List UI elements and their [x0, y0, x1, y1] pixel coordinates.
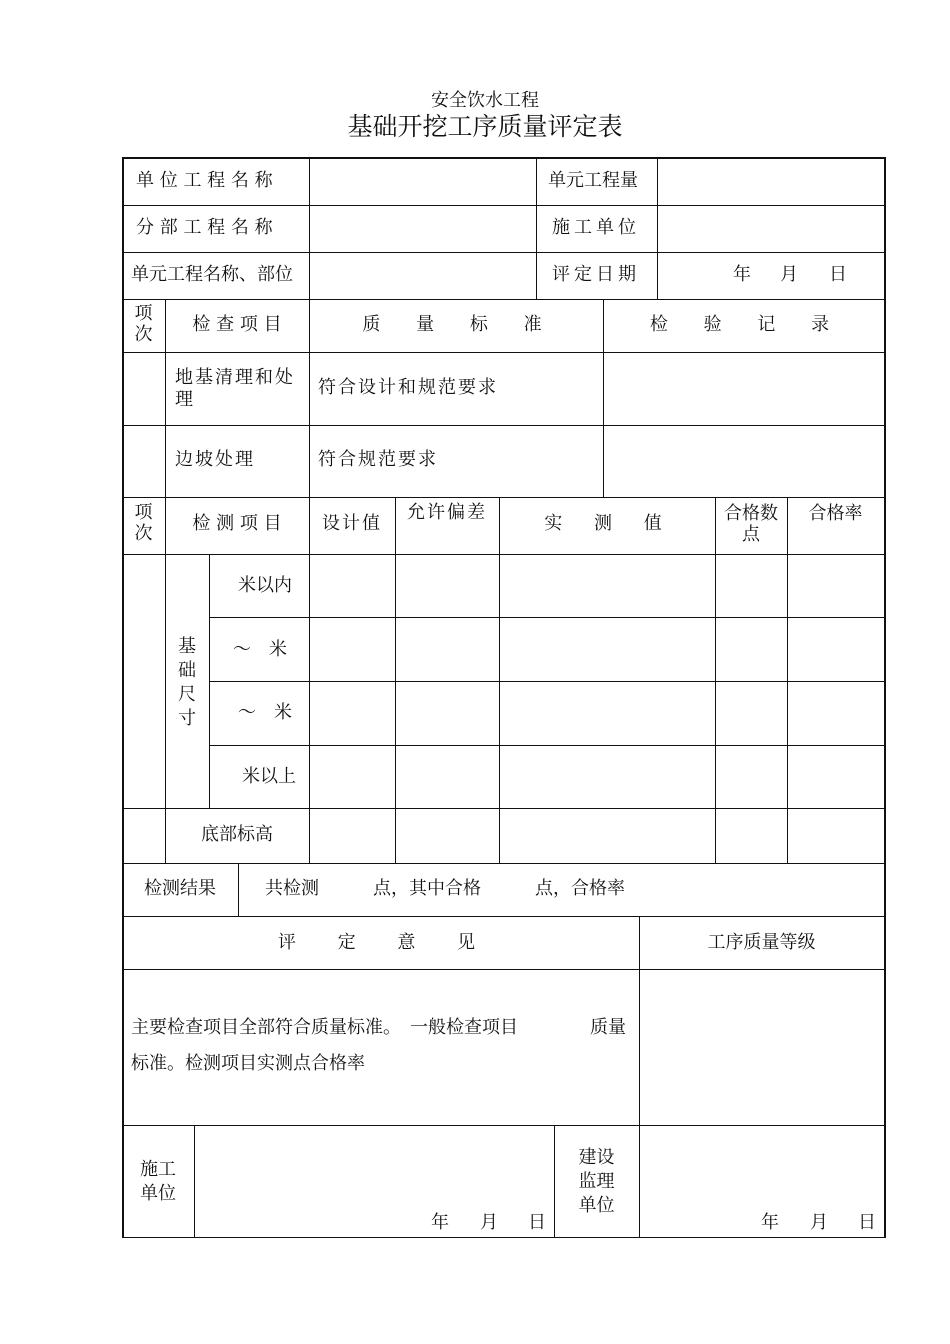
unit-project-name-label: 单 位 工 程 名 称 [136, 170, 273, 191]
sign-construction-unit-line2: 单位 [140, 1183, 176, 1204]
measure-no-line1: 项 [134, 502, 153, 523]
qualified-points-header-line2: 点 [742, 524, 760, 545]
foundation-row-above: 米以上 [242, 766, 296, 787]
sign-construction-day: 日 [528, 1212, 546, 1233]
opinion-text-line1: 主要检查项目全部符合质量标准。 一般检查项目 质量 [131, 1017, 626, 1038]
eval-date-label: 评定日期 [552, 264, 640, 285]
inspect-item-header: 检 查 项 目 [192, 314, 282, 335]
tolerance-header: 允许偏差 [407, 502, 487, 523]
division-name-label: 分 部 工 程 名 称 [136, 217, 273, 238]
inspect-standard-foundation-clearing: 符合设计和规范要求 [318, 377, 498, 398]
inspect-standard-slope: 符合规范要求 [318, 449, 438, 470]
foundation-group-char-4: 寸 [178, 708, 196, 729]
inspect-item-foundation-clearing: 地基清理和处理 [175, 367, 295, 410]
quality-grade-header: 工序质量等级 [707, 932, 816, 953]
foundation-row-range-2: ～ 米 [238, 702, 292, 723]
measure-no-line2: 次 [134, 523, 153, 544]
inspect-item-slope: 边坡处理 [175, 449, 255, 470]
sign-supervision-month: 月 [810, 1212, 828, 1233]
inspection-record-header: 检 验 记 录 [649, 314, 838, 335]
sign-construction-year: 年 [431, 1212, 449, 1233]
actual-value-header: 实 测 值 [544, 513, 670, 534]
foundation-group-char-3: 尺 [178, 684, 196, 705]
eval-date-day: 日 [829, 264, 847, 285]
sign-construction-unit-line1: 施工 [140, 1159, 176, 1180]
unit-project-part-label: 单元工程名称、部位 [131, 264, 293, 285]
measure-item-header: 检 测 项 目 [192, 513, 282, 534]
foundation-group-char-2: 础 [178, 660, 196, 681]
foundation-group-char-1: 基 [178, 636, 196, 657]
design-value-header: 设计值 [322, 513, 382, 534]
qualified-rate-header: 合格率 [808, 503, 863, 524]
eval-date-year: 年 [733, 264, 751, 285]
inspect-no-line1: 项 [134, 303, 153, 324]
qualified-points-header-line1: 合格数 [724, 503, 778, 524]
sign-construction-month: 月 [480, 1212, 498, 1233]
eval-date-month: 月 [780, 264, 798, 285]
inspect-no-line2: 次 [134, 324, 153, 345]
sign-supervision-year: 年 [761, 1212, 779, 1233]
foundation-row-range-1: ～ 米 [233, 639, 287, 660]
quality-standard-header: 质 量 标 准 [362, 314, 550, 335]
form-subtitle: 安全饮水工程 [431, 90, 539, 111]
result-label: 检测结果 [144, 878, 216, 899]
opinion-header: 评 定 意 见 [277, 932, 484, 953]
sign-supervision-line1: 建设 [578, 1147, 615, 1168]
sign-supervision-line2: 监理 [578, 1171, 615, 1192]
result-text: 共检测 点，其中合格 点，合格率 [265, 878, 625, 899]
opinion-text-line2: 标准。检测项目实测点合格率 [131, 1053, 365, 1074]
unit-volume-label: 单元工程量 [548, 170, 638, 191]
construction-unit-label: 施工单位 [552, 217, 640, 238]
bottom-elevation-label: 底部标高 [201, 824, 273, 845]
sign-supervision-day: 日 [858, 1212, 876, 1233]
sign-supervision-line3: 单位 [578, 1195, 615, 1216]
form-title: 基础开挖工序质量评定表 [347, 112, 623, 141]
foundation-row-within: 米以内 [238, 575, 292, 596]
